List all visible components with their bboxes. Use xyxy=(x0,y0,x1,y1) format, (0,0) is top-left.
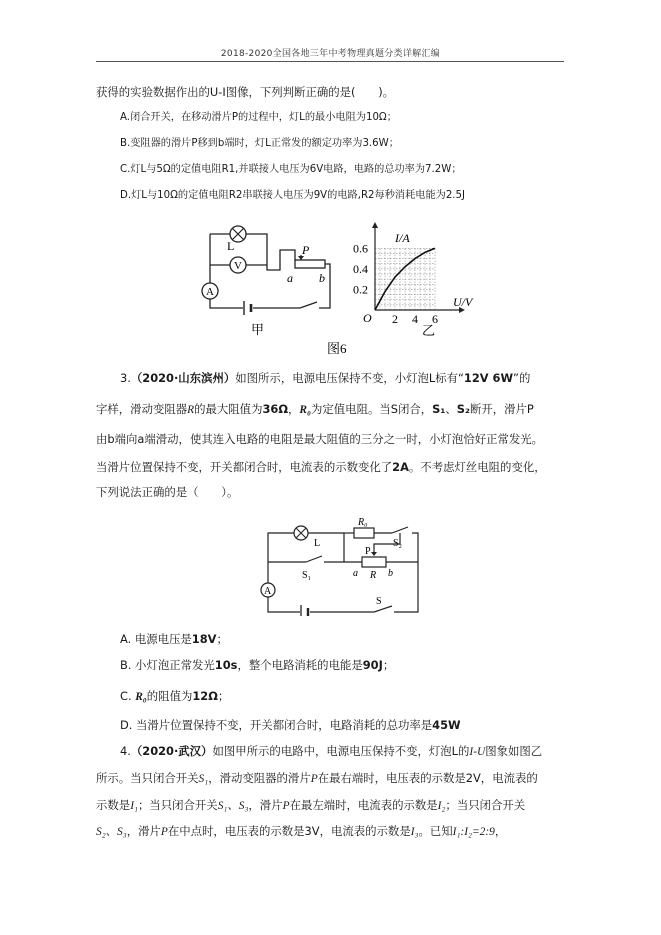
q3-line-4: 当滑片位置保持不变，开关都闭合时，电流表的示数变化了2A。不考虑灯丝电阻的变化， xyxy=(96,460,546,474)
y-tick-label: 0.4 xyxy=(353,261,368,276)
x-axis-label: U/V xyxy=(453,295,473,309)
y-tick-label: 0.2 xyxy=(353,282,368,297)
q2-option-d: D.灯L与10Ω的定值电阻R2串联接人电压为9V的电路,R2每秒消耗电能为2.5J xyxy=(120,190,466,201)
q3-option-b: B. 小灯泡正常发光10s，整个电路消耗的电能是90J； xyxy=(120,658,395,672)
slider-label: P xyxy=(302,243,310,257)
q3-s2-label: S₂ xyxy=(393,538,403,549)
q3-line-3: 由b端向a端滑动，使其连入电路的电阻是最大阻值的三分之一时，小灯泡恰好正常发光。 xyxy=(96,432,544,446)
graph-label: 乙 xyxy=(422,323,436,338)
q3-ammeter-label: A xyxy=(264,586,272,597)
x-tick-label: 4 xyxy=(412,312,418,326)
q2-option-c: C.灯L与5Ω的定值电阻R1,并联接人电压为6V电路，电路的总功率为7.2W； xyxy=(120,164,462,175)
q3-option-d: D. 当滑片位置保持不变，开关都闭合时，电路消耗的总功率是45W xyxy=(120,718,461,732)
ammeter-label: A xyxy=(206,286,214,298)
q4-line-3: 示数是I₁；当只闭合开关S₁、S₃，滑片P在最左端时，电流表的示数是I₂；当只闭合开关 xyxy=(96,798,526,812)
q2-intro: 获得的实验数据作出的U-I图像，下列判断正确的是( )。 xyxy=(96,85,395,99)
q3-r-label: R xyxy=(370,570,377,581)
y-tick-label: 0.6 xyxy=(353,241,368,256)
q3-p-label: P xyxy=(365,546,371,557)
origin-label: O xyxy=(363,311,372,325)
q3-line-1: 3.（2020·山东滨州）如图所示，电源电压保持不变，小灯泡L标有“12V 6W”的 xyxy=(120,371,531,385)
q3-a-label: a xyxy=(353,568,358,579)
q2-option-b: B.变阻器的滑片P移到b端时，灯L正常发的额定功率为3.6W； xyxy=(120,138,399,149)
q3-option-a: A. 电源电压是18V； xyxy=(120,632,228,646)
q3-lamp-label: L xyxy=(314,538,321,549)
q4-line-4: S₂、S₃，滑片P在中点时，电压表的示数是3V，电流表的示数是I₃。已知I₁:I₂=2:9， xyxy=(96,824,507,838)
q3-line-2: 字样，滑动变阻器R的最大阻值为36Ω，R₀为定值电阻。当S闭合，S₁、S₂断开，滑片P xyxy=(96,402,534,416)
figure-6 xyxy=(195,222,495,362)
q4-line-2: 所示。当只闭合开关S₁，滑动变阻器的滑片P在最右端时，电压表的示数是2V，电流表的 xyxy=(96,771,538,785)
q3-r0-label: R₀ xyxy=(358,517,368,528)
q4-line-1: 4.（2020·武汉）如图甲所示的电路中，电源电压保持不变，灯泡L的I-U图象如图乙 xyxy=(120,744,543,758)
q3-circuit xyxy=(252,516,427,616)
header-divider xyxy=(96,61,564,62)
q3-b-label: b xyxy=(388,568,393,579)
voltmeter-label: V xyxy=(234,260,242,272)
page-header: 2018-2020全国各地三年中考物理真题分类详解汇编 xyxy=(220,49,441,59)
q3-option-c: C. R₀的阻值为12Ω； xyxy=(120,689,230,703)
y-axis-label: I/A xyxy=(395,231,410,245)
x-tick-label: 2 xyxy=(392,312,398,326)
lamp-label: L xyxy=(227,239,235,253)
q3-s1-label: S₁ xyxy=(302,570,312,581)
q3-s-label: S xyxy=(376,596,382,607)
circuit-label: 甲 xyxy=(251,322,265,337)
q2-option-a: A.闭合开关，在移动滑片P的过程中，灯L的最小电阻为10Ω； xyxy=(120,112,397,123)
x-tick-label: 6 xyxy=(432,312,438,326)
end-a-label: a xyxy=(287,271,293,285)
figure-caption: 图6 xyxy=(327,341,347,356)
q3-line-5: 下列说法正确的是（ ）。 xyxy=(96,485,239,499)
y-axis-arrow xyxy=(372,222,378,228)
end-b-label: b xyxy=(319,271,325,285)
